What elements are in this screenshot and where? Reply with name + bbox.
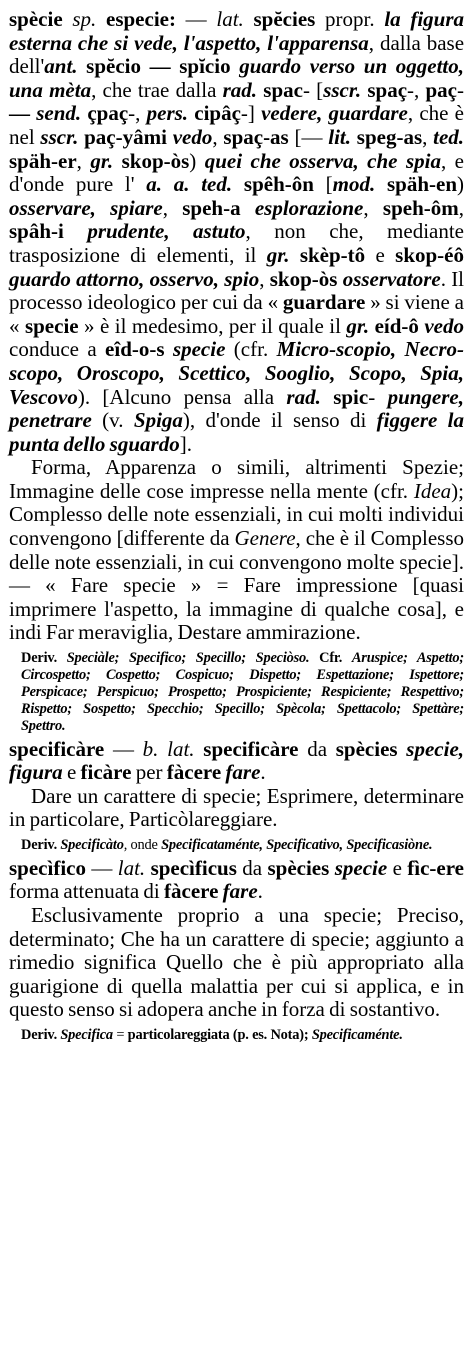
entry-specifico-definition: Esclusivamente proprio a una specie; Preciso, determinato; Che ha un carattere di specie; aggiunto a rimedio significa Quello che è più appropriato alla guarigione di quella malattia per cui si applica, e in questo senso si adopera anche in forza di sostantivo.	[9, 903, 464, 1022]
entry-specificare-etymology: specificàre — b. lat. specificàre da spècies specie, figura e ficàre per fàcere fare.	[9, 736, 465, 785]
entry-specificare	[9, 738, 464, 854]
entry-specifico-etymology: specìfico — lat. specìficus da spècies specie e fìc-ere forma attenuata di fàcere fare.	[9, 855, 465, 904]
entry-specie-definition: Forma, Apparenza o simili, altrimenti Spezie; Immagine delle cose impresse nella mente (cfr. Idea); Complesso delle note essenziali, in cui molti individui convengono [differente da Genere, che è il Complesso delle note essenziali, in cui convengono molte specie]. — « Fare specie » = Fare impressione [quasi imprimere l'aspetto, la immagine di qualche cosa], e indi Far meraviglia, Destare ammirazione.	[9, 455, 464, 645]
entry-specie	[9, 8, 464, 735]
entry-specie-derivatives: Deriv. Speciàle; Specifico; Specillo; Speciòso. Cfr. Aruspice; Aspetto; Circospetto; Cospetto; Cospicuo; Dispetto; Espettazione; Ispettore; Perspicace; Perspicuo; Prospetto; Prospiciente; Respiciente; Respettivo; Rispetto; Sospetto; Specchio; Specillo; Spècola; Spettacolo; Spettàre; Spettro.	[21, 650, 465, 734]
entry-specifico-derivatives: Deriv. Specifica = particolareggiata (p. es. Nota); Specificaménte.	[21, 1027, 403, 1043]
entry-specie-etymology: spècie sp. especie: — lat. spĕcies propr. la figura esterna che si vede, l'aspetto, l'apparensa, dalla base dell'ant. spĕcio — spĭcio guardo verso un oggetto, una mèta, che trae dalla rad. spac- [sscr. spaç-, paç- — send. çpaç-, pers. cipâç-] vedere, guardare, che è nel sscr. paç-yâmi vedo, spaç-as [— lit. speg-as, ted. späh-er, gr. skop-òs) quei che osserva, che spia, e d'onde pure l' a. a. ted. spêh-ôn [mod. späh-en) osservare, spiare, speh-a esplorazione, speh-ôm, spâh-i prudente, astuto, non che, mediante trasposizione di elementi, il gr. skèp-tô e skop-éô guardo attorno, osservo, spio, skop-òs osservatore. Il processo ideologico per cui da « guardare » si viene a « specie » è il medesimo, per il quale il gr. eíd-ô vedo conduce a eîd-o-s specie (cfr. Micro-scopio, Necro-scopo, Oroscopo, Scettico, Sooglio, Scopo, Spia, Vescovo). [Alcuno pensa alla rad. spic- pungere, penetrare (v. Spiga), d'onde il senso di figgere la punta dello sguardo].	[9, 7, 465, 456]
entry-specificare-derivatives: Deriv. Specificàto, onde Specificataménte, Specificativo, Specificasiòne.	[21, 836, 433, 853]
entry-specificare-definition: Dare un carattere di specie; Esprimere, determinare in particolare, Particòlareggiare.	[9, 783, 464, 832]
entry-specifico	[9, 857, 464, 1044]
